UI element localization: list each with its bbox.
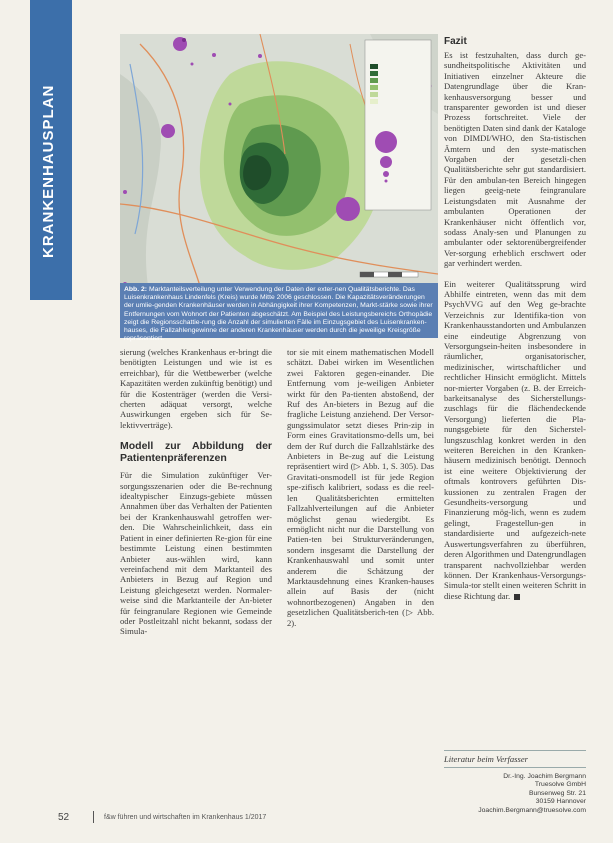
legend-circle-large — [375, 131, 397, 153]
author-company: Truesolve GmbH — [534, 781, 586, 789]
column3-paragraph-2-text: Ein weiterer Qualitätssprung wird Abhilfe eintreten, wenn das mit dem PsychVVG auf den Weg ge-brachte Verzeichnis zur Identifika-tion von Krankenhausstandorten und Ambulanzen eine eindeutige Abgrenzung von Versorgungsein-heiten insbesondere in räumlicher, organisatorischer, medizinischer, wirtschaftlicher und rechtlicher Hinsicht ermöglicht. Mittels nor-mierter Vorgaben (z. B. der Erreich-barkeitsanalyse des Sicherstellungs-zuschlags für die flächendeckende Versorgung) lieferten die Pla-nungsgebiete für den Sicherstel-lungszuschlag konkret werden in den weiteren Bereichen in den Kranken-häusern medizinisch benötigt. Dennoch ist eine weitere Objektivierung der oftmals kontrovers geführten Dis-kussionen zu zentralen Fragen der Gesundheits-versorgung und Finanzierung mög-lich, wenn es zudem gelingt, Fragestellun-gen in standardisierte und aufgezeich-nete Auswertungsverfahren zu überführen, deren Algorithmen und Datengrundlagen transparent nachvollziehbar werden können. Der Krankenhaus-Versorgungs-Simula-tor stellt einen weiteren Schritt in diese Richtung dar. — [444, 278, 587, 601]
hospital-circle — [182, 38, 186, 42]
author-email: Joachim.Bergmann@truesolve.com — [478, 806, 586, 814]
hospital-circle — [336, 197, 360, 221]
scale-bar — [360, 272, 418, 277]
hospital-circle — [123, 190, 127, 194]
text-column-1 — [120, 347, 272, 647]
fazit-heading: Fazit — [444, 36, 467, 47]
column3-paragraph-1: Es ist festzuhalten, dass durch ge-sundheitspolitische Aktivitäten und Initiativen einzelner Akteure die Datengrundlage über die Kran-kenhausversorgung besser und transparenter geworden ist und dieser Prozess fortschreitet. Viele der benötigten Daten sind dank der Kataloge von DIMDI/WHO, den Sta-tistischen Ämtern und den syste-matischen Vorgaben der gesetzli-chen Qualitätsberichte sehr gut standardisiert. Für den ambulan-ten Bereich hingegen liegen geeig-nete feingranulare Leistungsdaten mit Ausnahme der ambulanten Operationen der Krankenhäuser nicht öffentlich vor, sodass Analy-sen und Planungen zu ambulanter oder sektorenübergreifender Ver-sorgung erheblich erschwert oder gar verhindert werden. — [444, 50, 586, 269]
author-city: 30159 Hannover — [535, 798, 586, 806]
region-map — [120, 34, 438, 286]
hospital-circle — [191, 63, 194, 66]
journal-footer: f&w führen und wirtschaften im Krankenhaus 1/2017 — [104, 814, 267, 821]
author-name: Dr.-Ing. Joachim Bergmann — [503, 773, 586, 780]
caption-label: Abb. 2: — [124, 286, 148, 293]
column1-paragraph-1: sierung (welches Krankenhaus er-bringt die benötigten Leistungen und wie ist es erreichbar), für die Wettbewerber (welche Kapazitäten werden zukünftig benötigt) und für die Kostenträger (werden die Versi-cherten adäquat versorgt, welche Auswirkungen ergeben sich für Se-lektivverträge). — [120, 347, 272, 430]
section-label: KRANKENHAUSPLAN — [40, 84, 57, 258]
hospital-circle — [161, 124, 175, 138]
hospital-circle — [229, 103, 232, 106]
divider-bottom — [444, 767, 586, 768]
legend-circle-medium — [380, 156, 392, 168]
divider-top — [444, 750, 586, 751]
literature-note: Literatur beim Verfasser — [444, 754, 529, 764]
column1-paragraph-2: Für die Simulation zukünftiger Ver-sorgungsszenarien oder die Be-rechnung idealtypischer Einzugs-gebiete müssen Annahmen über das Verhalten der Patienten bei der Krankenhauswahl getroffen wer-den. Die Wahrscheinlichkeit, dass ein Patient in einer definierten Re-gion für eine bestimmte Leistung einen bestimmten Anbieter aus-wählen wird, kann vereinfachend mit dem Marktanteil des Anbieters in Bezug auf Region und Leistung gleichgesetzt werden. Normaler-weise sind die Marktanteile der An-bieter für feingranulare Regionen wie Gemeinde oder Postleitzahl nicht bekannt, sodass der Simula- — [120, 470, 272, 637]
author-street: Bunsenweg Str. 21 — [528, 789, 586, 797]
legend-circle-small — [383, 171, 389, 177]
figure-caption — [120, 283, 438, 343]
legend-circle-tiny — [385, 180, 388, 183]
map-legend — [365, 40, 431, 210]
hospital-circle — [258, 54, 262, 58]
caption-text: Marktanteilsverteilung unter Verwendung der Daten der exter-nen Qualitätsberichte. Das Luisenkrankenhaus Lindenfels (Kreis) wurde Mitte 2006 geschlossen. Die Kapazitätsveränderungen der umlie-genden Krankenhäuser werden in Abhängigkeit ihrer Kompetenzen, Markt-stärke sowie ihrer Entfernungen vom Wohnort der Patienten abgeschätzt. Am Beispiel des Leistungsbereichs Orthopädie zeigt die Regionsschattie-rung die Anzahl der simulierten Fälle im Einzugsgebiet des Luisenkranken-hauses, die Fallzahlengewinne der anderen Krankenhäuser werden durch die jeweilige Kreisgröße repräsentiert. — [124, 286, 433, 343]
hospital-circle — [212, 53, 216, 57]
map-graphic — [120, 34, 438, 286]
column3-paragraph-2 — [444, 279, 586, 602]
page-number: 52 — [58, 812, 70, 823]
column2-paragraph-1: tor sie mit einem mathematischen Modell schätzt. Dabei wirken im Wesentlichen zwei Faktoren gegen-einander. Die Entfernung vom je-weiligen Anbieter wirkt für den Pa-tienten abstoßend, der Ruf des An-bieters in Bezug auf die fragliche Leistung anziehend. Der Versor-gungssimulator setzt dieses Prin-zip in Form eines Gravitationsmo-dells um, bei dem der Ruf durch die Fallzahlstärke des Anbieters in Be-zug auf die Leistung repräsentiert wird (▷ Abb. 1, S. 305). Das Gravitati-onsmodell ist für jede Region spe-zifisch kalibriert, sodass es die reel-len Qualitätsberichten ermittelten Fallzahlverteilungen auf die Anbieter möglichst genau wiedergibt. Es ermöglicht nicht nur die Darstellung von Patien-ten bei Strukturveränderungen, sondern insgesamt die Darstellung der Krankenhauswahl und somit unter anderem die Schätzung der Marktausdehnung eines Kranken-hauses allein auf Basis der (nicht wohnortbezogenen) Angaben in den gesetzlichen Qualitätsberich-ten (▷ Abb. 2). — [287, 347, 434, 628]
text-column-2 — [287, 347, 434, 638]
footer-divider — [93, 811, 94, 823]
section-heading-model: Modell zur Abbildung der Patientenpräferenzen — [120, 440, 272, 465]
text-column-3 — [444, 50, 586, 611]
author-block — [444, 773, 586, 815]
end-mark — [514, 594, 520, 600]
